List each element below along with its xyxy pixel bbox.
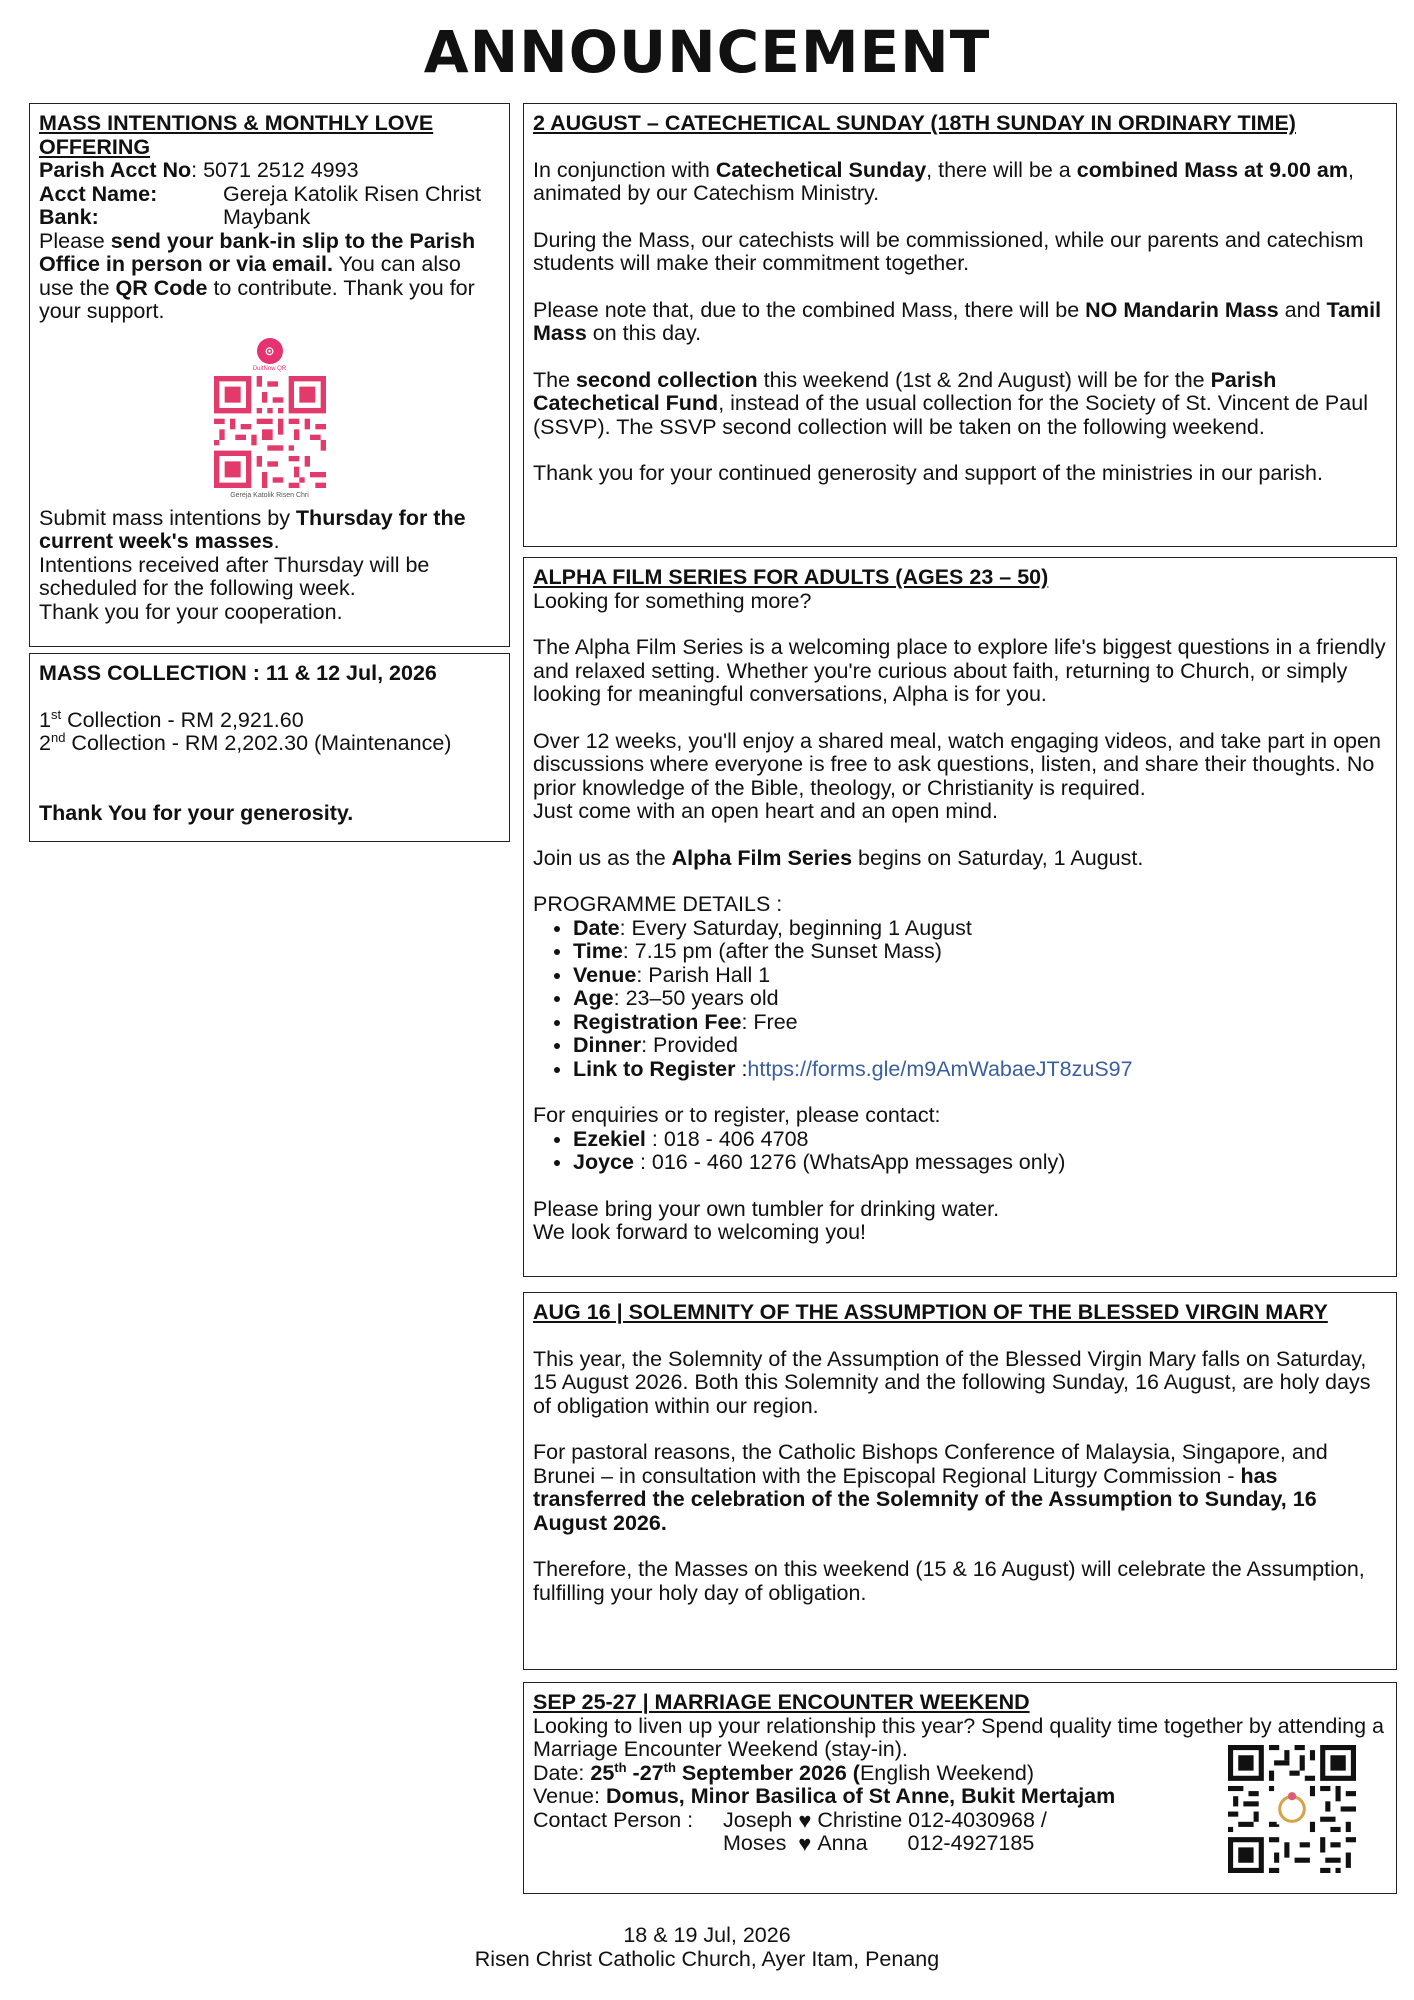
catechetical-para-1: In conjunction with Catechetical Sunday, there will be a combined Mass at 9.00 am, animated by our Catechism Ministry. — [533, 157, 1354, 205]
programme-details-list — [533, 917, 1387, 1082]
footer-date: 18 & 19 Jul, 2026 — [623, 1923, 791, 1947]
bank-in-instructions: Please send your bank-in slip to the Parish Office in person or via email. You can also use the QR Code to contribute. Thank you for your support. — [39, 228, 476, 323]
alpha-para-3: Just come with an open heart and an open mind. — [533, 799, 998, 823]
detail-age: • Age: 23–50 years old — [573, 987, 1387, 1011]
qr-caption: Gereja Katolik Risen Chri — [230, 491, 309, 499]
marriage-venue: Venue: Domus, Minor Basilica of St Anne, Bukit Mertajam — [533, 1784, 1116, 1808]
detail-time: • Time: 7.15 pm (after the Sunset Mass) — [573, 940, 1387, 964]
catechetical-para-4: The second collection this weekend (1st & 2nd August) will be for the Parish Catechetical Fund, instead of the usual collection for the Society of St. Vincent de Paul (SSVP). The SSVP second collection will be taken on the following weekend. — [533, 367, 1368, 439]
mass-intentions-box — [29, 103, 510, 647]
page-title: ANNOUNCEMENT — [423, 18, 991, 86]
alpha-para-5: Please bring your own tumbler for drinking water. — [533, 1196, 1000, 1221]
mass-intentions-heading: MASS INTENTIONS & MONTHLY LOVE OFFERING — [39, 111, 434, 159]
assumption-heading: AUG 16 | SOLEMNITY OF THE ASSUMPTION OF THE BLESSED VIRGIN MARY — [533, 1300, 1328, 1324]
alpha-para-4: Join us as the Alpha Film Series begins on Saturday, 1 August. — [533, 845, 1144, 870]
enquiry-text: For enquiries or to register, please contact: — [533, 1103, 941, 1127]
acct-name-label: Acct Name: — [39, 181, 158, 206]
catechetical-para-5: Thank you for your continued generosity and support of the ministries in our parish. — [533, 461, 1323, 485]
catechetical-heading: 2 AUGUST – CATECHETICAL SUNDAY (18TH SUNDAY IN ORDINARY TIME) — [533, 111, 1296, 135]
marriage-encounter-box — [523, 1682, 1397, 1894]
heart-icon: ♥ — [798, 1807, 812, 1833]
marriage-contact-1: Contact Person : Joseph ♥ Christine 012-4030968 / — [533, 1807, 1047, 1833]
duitnow-logo-icon: ⊙ — [257, 338, 283, 364]
marriage-date: Date: 25th -27th September 2026 (English Weekend) — [533, 1759, 1035, 1785]
catechetical-para-3: Please note that, due to the combined Mass, there will be NO Mandarin Mass and Tamil Mass on this day. — [533, 297, 1382, 345]
first-collection: 1st Collection - RM 2,921.60 — [39, 706, 304, 732]
alpha-heading: ALPHA FILM SERIES FOR ADULTS (AGES 23 – 50) — [533, 565, 1049, 589]
contact-joyce: • Joyce : 016 - 460 1276 (WhatsApp messages only) — [573, 1151, 1387, 1175]
detail-fee: • Registration Fee: Free — [573, 1011, 1387, 1035]
contacts-list — [533, 1128, 1387, 1175]
acct-no-row — [39, 159, 500, 183]
footer-church: Risen Christ Catholic Church, Ayer Itam, Penang — [474, 1947, 940, 1971]
bank-value: Maybank — [223, 205, 311, 229]
bank-row — [39, 206, 500, 230]
register-link[interactable]: https://forms.gle/m9AmWabaeJT8zuS97 — [747, 1056, 1133, 1081]
alpha-para-6: We look forward to welcoming you! — [533, 1220, 866, 1244]
catechetical-para-2: During the Mass, our catechists will be commissioned, while our parents and catechism students will make their commitment together. — [533, 227, 1364, 275]
detail-venue: • Venue: Parish Hall 1 — [573, 964, 1387, 988]
heart-icon: ♥ — [798, 1831, 812, 1856]
detail-register-link: • Link to Register :https://forms.gle/m9AmWabaeJT8zuS97 — [573, 1058, 1387, 1082]
catechetical-sunday-box — [523, 103, 1397, 547]
programme-heading: PROGRAMME DETAILS : — [533, 892, 783, 916]
contact-ezekiel: • Ezekiel : 018 - 406 4708 — [573, 1128, 1387, 1152]
qr-brand: DuitNow QR — [252, 365, 287, 372]
assumption-box — [523, 1292, 1397, 1670]
intentions-thanks: Thank you for your cooperation. — [39, 599, 343, 624]
assumption-para-2: For pastoral reasons, the Catholic Bishops Conference of Malaysia, Singapore, and Brunei – in consultation with the Episcopal Regional Liturgy Commission - has transferred the celebration of the Solemnity of the Assumption to Sunday, 16 August 2026. — [533, 1440, 1328, 1535]
marriage-qr-code-icon[interactable] — [1228, 1745, 1356, 1873]
marriage-intro: Looking to liven up your relationship this year? Spend quality time together by attending a Marriage Encounter Weekend (stay-in). — [533, 1713, 1384, 1761]
bank-label: Bank: — [39, 205, 99, 229]
collection-thanks: Thank You for your generosity. — [39, 800, 354, 825]
acct-name-value: Gereja Katolik Risen Christ — [223, 181, 482, 206]
collection-heading: MASS COLLECTION : 11 & 12 Jul, 2026 — [39, 661, 437, 685]
assumption-para-1: This year, the Solemnity of the Assumption of the Blessed Virgin Mary falls on Saturday, 15 August 2026. Both this Solemnity and the following Sunday, 16 August, are holy days of obligation within our region. — [533, 1346, 1371, 1418]
second-collection: 2nd Collection - RM 2,202.30 (Maintenance) — [39, 729, 452, 755]
acct-name-row — [39, 183, 500, 207]
mass-collection-box — [29, 653, 510, 842]
detail-date: • Date: Every Saturday, beginning 1 August — [573, 917, 1387, 941]
intentions-late-note: Intentions received after Thursday will be scheduled for the following week. — [39, 552, 430, 600]
alpha-film-series-box — [523, 557, 1397, 1277]
alpha-para-2: Over 12 weeks, you'll enjoy a shared meal, watch engaging videos, and take part in open discussions where everyone is free to ask questions, listen, and share their thoughts. No prior knowledge of the Bible, theology, or Christianity is required. — [533, 728, 1381, 800]
payment-qr-block — [39, 338, 500, 499]
detail-dinner: • Dinner: Provided — [573, 1034, 1387, 1058]
payment-qr-code-icon[interactable] — [214, 376, 326, 488]
footer — [0, 1923, 1414, 1971]
marriage-contact-2: Moses ♥ Anna 012-4927185 — [723, 1831, 1035, 1856]
intentions-deadline: Submit mass intentions by Thursday for the current week's masses. — [39, 505, 466, 553]
assumption-para-3: Therefore, the Masses on this weekend (15 & 16 August) will celebrate the Assumption, fulfilling your holy day of obligation. — [533, 1557, 1365, 1605]
marriage-heading: SEP 25-27 | MARRIAGE ENCOUNTER WEEKEND — [533, 1690, 1030, 1714]
alpha-subheading: Looking for something more? — [533, 588, 812, 613]
alpha-para-1: The Alpha Film Series is a welcoming place to explore life's biggest questions in a friendly and relaxed setting. Whether you're curious about faith, returning to Church, or simply looking for meaningful conversations, Alpha is for you. — [533, 635, 1386, 706]
contact-label: Contact Person : — [533, 1807, 694, 1832]
acct-no-label: Parish Acct No — [39, 158, 192, 182]
acct-no-value: : 5071 2512 4993 — [191, 158, 359, 182]
